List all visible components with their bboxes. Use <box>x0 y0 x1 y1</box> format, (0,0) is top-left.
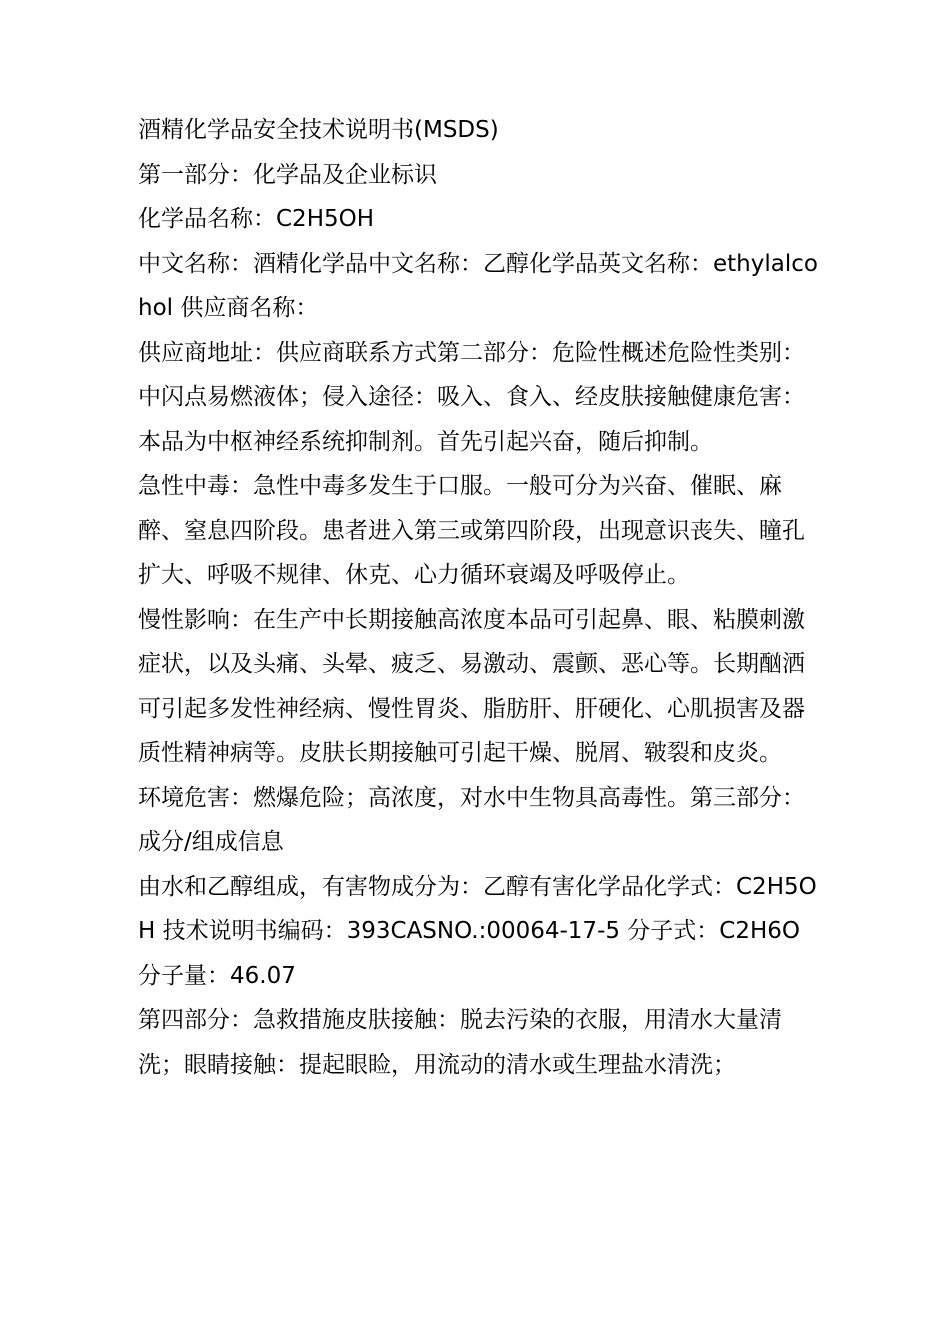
acute-poisoning-paragraph: 急性中毒：急性中毒多发生于口服。一般可分为兴奋、催眠、麻醉、窒息四阶段。患者进入第三或第四阶段，出现意识丧失、瞳孔扩大、呼吸不规律、休克、心力循环衰竭及呼吸停止。 <box>138 473 805 588</box>
chemical-name-line: 化学品名称：C2H5OH <box>138 206 375 232</box>
document-title: 酒精化学品安全技术说明书(MSDS) <box>138 117 499 143</box>
supplier-hazard-paragraph: 供应商地址：供应商联系方式第二部分：危险性概述危险性类别：中闪点易燃液体；侵入途径：吸入、食入、经皮肤接触健康危害：本品为中枢神经系统抑制剂。首先引起兴奋，随后抑制。 <box>138 339 805 455</box>
first-aid-paragraph: 第四部分：急救措施皮肤接触：脱去污染的衣服，用清水大量清洗；眼睛接触：提起眼睑，用流动的清水或生理盐水清洗； <box>138 1007 782 1078</box>
section-heading-part-one: 第一部分：化学品及企业标识 <box>138 161 437 188</box>
document-body <box>138 108 818 1087</box>
chinese-english-name-paragraph: 中文名称：酒精化学品中文名称：乙醇化学品英文名称：ethylalcohol 供应商名称： <box>138 250 818 321</box>
composition-paragraph: 由水和乙醇组成，有害物成分为：乙醇有害化学品化学式：C2H5OH 技术说明书编码：393CASNO.:00064-17-5 分子式：C2H6O 分子量：46.07 <box>138 873 817 989</box>
environmental-hazard-paragraph: 环境危害：燃爆危险；高浓度，对水中生物具高毒性。第三部分：成分/组成信息 <box>138 784 805 855</box>
chronic-effects-paragraph: 慢性影响：在生产中长期接触高浓度本品可引起鼻、眼、粘膜刺激症状，以及头痛、头晕、疲乏、易激动、震颤、恶心等。长期酗洒可引起多发性神经病、慢性胃炎、脂肪肝、肝硬化、心肌损害及器质性精神病等。皮肤长期接触可引起干燥、脱屑、皲裂和皮炎。 <box>138 606 805 766</box>
